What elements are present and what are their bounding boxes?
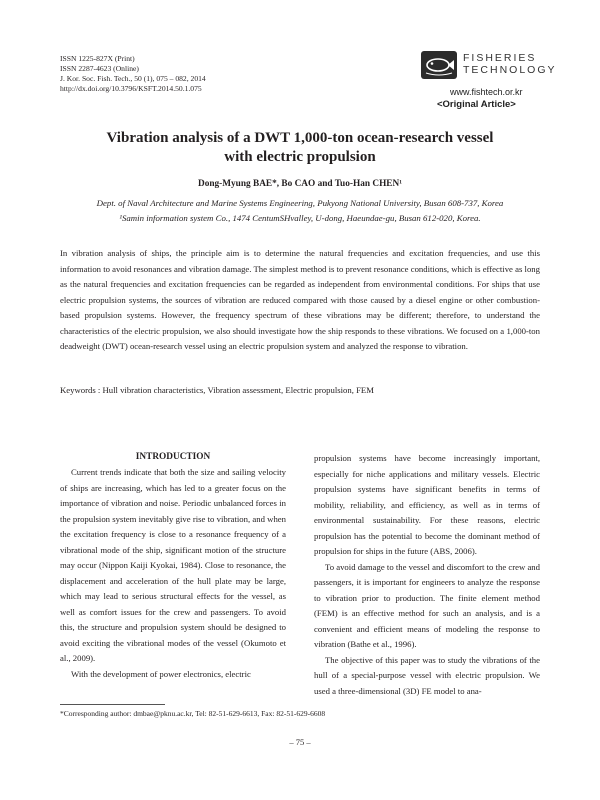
body-column-left (60, 451, 286, 682)
author-list: Dong-Myung BAE*, Bo CAO and Tuo-Han CHEN¹ (197, 179, 402, 189)
logo-wordmark (463, 52, 557, 76)
title-line-2: with electric propulsion (224, 149, 376, 165)
abstract (60, 246, 540, 355)
page-number: – 75 – (289, 737, 311, 747)
affiliations (60, 196, 540, 226)
body-paragraph: To avoid damage to the vessel and discomfort to the crew and passengers, it is important for engineers to analyze the response to vibration prior to production. The finite element method (FEM) is an effective method for such an analysis, and is a convenient and efficient means of modeling the response to vibration (Bathe et al., 1996). (314, 561, 540, 649)
affiliation-2: ¹Samin information system Co., 1474 CentumSHvalley, U-dong, Haeundae-gu, Busan 612-020, Korea. (119, 213, 481, 223)
logo-line-2: TECHNOLOGY (463, 64, 557, 76)
doi-link[interactable]: http://dx.doi.org/10.3796/KSFT.2014.50.1.075 (60, 84, 202, 93)
paper-title (60, 129, 540, 167)
footnote-divider (60, 704, 165, 705)
body-paragraph: With the development of power electronics, electric (71, 668, 251, 679)
abstract-text: In vibration analysis of ships, the principle aim is to determine the natural frequencies and excitation frequencies, and use this information to avoid resonances and vibration damage. The simplest method is to prevent resonance conditions, which is effective as long as the natural frequencies and excitation frequencies can be regarded as independent from environmental conditions. For ships that use electric propulsion systems, the sources of vibration are reduced compared with those caused by a diesel engine or other combustion-based propulsion systems. However, the frequency spectrum of these vibrations may be different; therefore, to understand the characteristics of the electric propulsion, we also should investigate how the ship responds to these vibrations. We focused on a 1,000-ton deadweight (DWT) ocean-research vessel using an electric propulsion system and analyzed the response to vibration. (60, 248, 540, 351)
section-heading-introduction: INTRODUCTION (135, 452, 211, 462)
affiliation-1: Dept. of Naval Architecture and Marine Systems Engineering, Pukyong National University, Busan 608-737, Korea (96, 198, 504, 208)
journal-meta (60, 54, 206, 94)
fish-logo-icon (421, 51, 457, 79)
journal-website[interactable]: www.fishtech.or.kr (450, 87, 523, 97)
body-column-right (314, 451, 540, 699)
keywords: Keywords : Hull vibration characteristics, Vibration assessment, Electric propulsion, FEM (60, 385, 374, 395)
issn-online: ISSN 2287-4623 (Online) (60, 64, 139, 73)
article-type: <Original Article> (437, 99, 516, 110)
body-paragraph: Current trends indicate that both the size and sailing velocity of ships are increasing, which has led to a greater focus on the importance of vibration and noise. Periodic unbalanced forces in the propulsion system inevitably give rise to vibration, and when the excitation frequency is close to a resonance frequency of a vibrational mode of the ship, significant motion of the structure may occur (Nippon Kaiji Kyokai, 1984). Close to resonance, the displacement and acceleration of the hull plate may be large, which may lead to serious structural effects for the vessel, as well as comfort issues for the crew and passengers. To avoid this, the structure and propulsion system should be designed to avoid exciting the vibrational modes of the vessel (Okumoto et al., 2009). (60, 467, 286, 663)
citation: J. Kor. Soc. Fish. Tech., 50 (1), 075 – 082, 2014 (60, 74, 206, 83)
title-line-1: Vibration analysis of a DWT 1,000-ton ocean-research vessel (106, 130, 494, 146)
corresponding-author-footnote: *Corresponding author: dmbae@pknu.ac.kr, Tel: 82-51-629-6613, Fax: 82-51-629-6608 (60, 709, 326, 718)
issn-print: ISSN 1225-827X (Print) (60, 54, 135, 63)
journal-logo (421, 51, 557, 87)
logo-line-1: FISHERIES (463, 52, 537, 64)
body-paragraph: propulsion systems have become increasingly important, especially for niche applications and military vessels. Electric propulsion systems have significant benefits in terms of mobility, reliability, and efficiency, as well as in terms of environmental sustainability. For these reasons, electric propulsion has the potential to become the dominant method of propulsion for ships in the future (ABS, 2006). (314, 453, 540, 556)
body-paragraph: The objective of this paper was to study the vibrations of the hull of a special-purpose vessel with electric propulsion. We used a three-dimensional (3D) FE model to ana- (314, 654, 540, 696)
